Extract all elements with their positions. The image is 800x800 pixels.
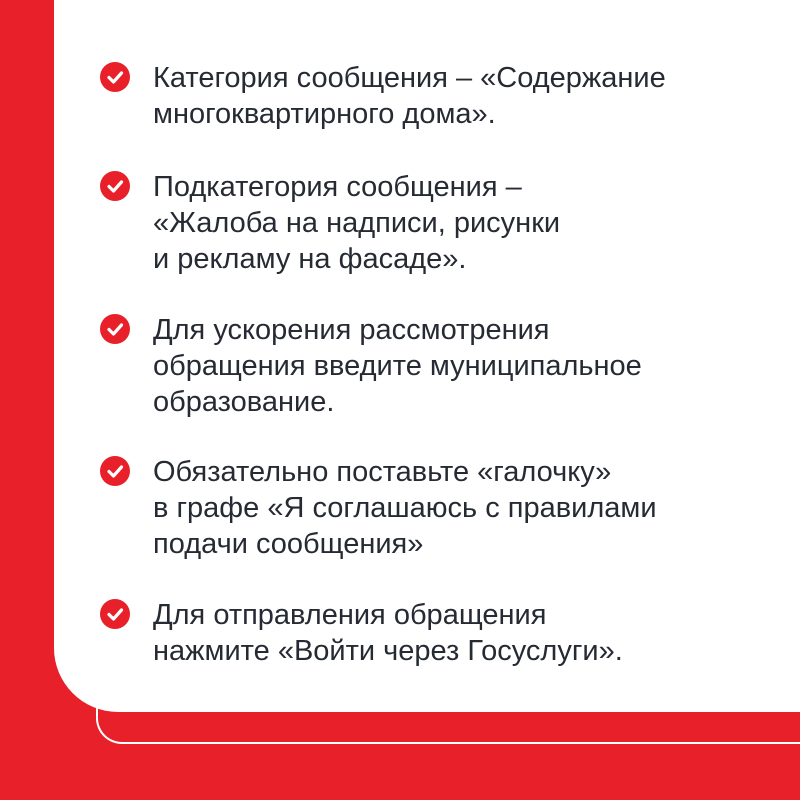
item-line: нажмите «Войти через Госуслуги». [153, 635, 623, 667]
item-line: Категория сообщения – «Содержание [153, 62, 666, 94]
check-circle-icon [100, 171, 130, 201]
item-line: многоквартирного дома». [153, 98, 496, 130]
item-line: и рекламу на фасаде». [153, 243, 467, 275]
list-item [100, 454, 750, 562]
list-item [100, 169, 750, 277]
list-item [100, 60, 750, 132]
list-item [100, 597, 750, 669]
item-text [153, 60, 750, 132]
check-circle-icon [100, 456, 130, 486]
list-item [100, 312, 750, 420]
item-line: в графе «Я соглашаюсь с правилами [153, 492, 657, 524]
item-text [153, 312, 750, 420]
item-line: «Жалоба на надписи, рисунки [153, 207, 561, 239]
item-line: Обязательно поставьте «галочку» [153, 456, 612, 488]
item-text [153, 597, 750, 669]
item-line: обращения введите муниципальное [153, 350, 642, 382]
check-circle-icon [100, 314, 130, 344]
check-circle-icon [100, 62, 130, 92]
item-line: Для отправления обращения [153, 599, 547, 631]
item-line: Для ускорения рассмотрения [153, 314, 550, 346]
item-line: подачи сообщения» [153, 528, 424, 560]
item-line: Подкатегория сообщения – [153, 171, 522, 203]
item-text [153, 454, 750, 562]
item-text [153, 169, 750, 277]
check-circle-icon [100, 599, 130, 629]
item-line: образование. [153, 386, 335, 418]
